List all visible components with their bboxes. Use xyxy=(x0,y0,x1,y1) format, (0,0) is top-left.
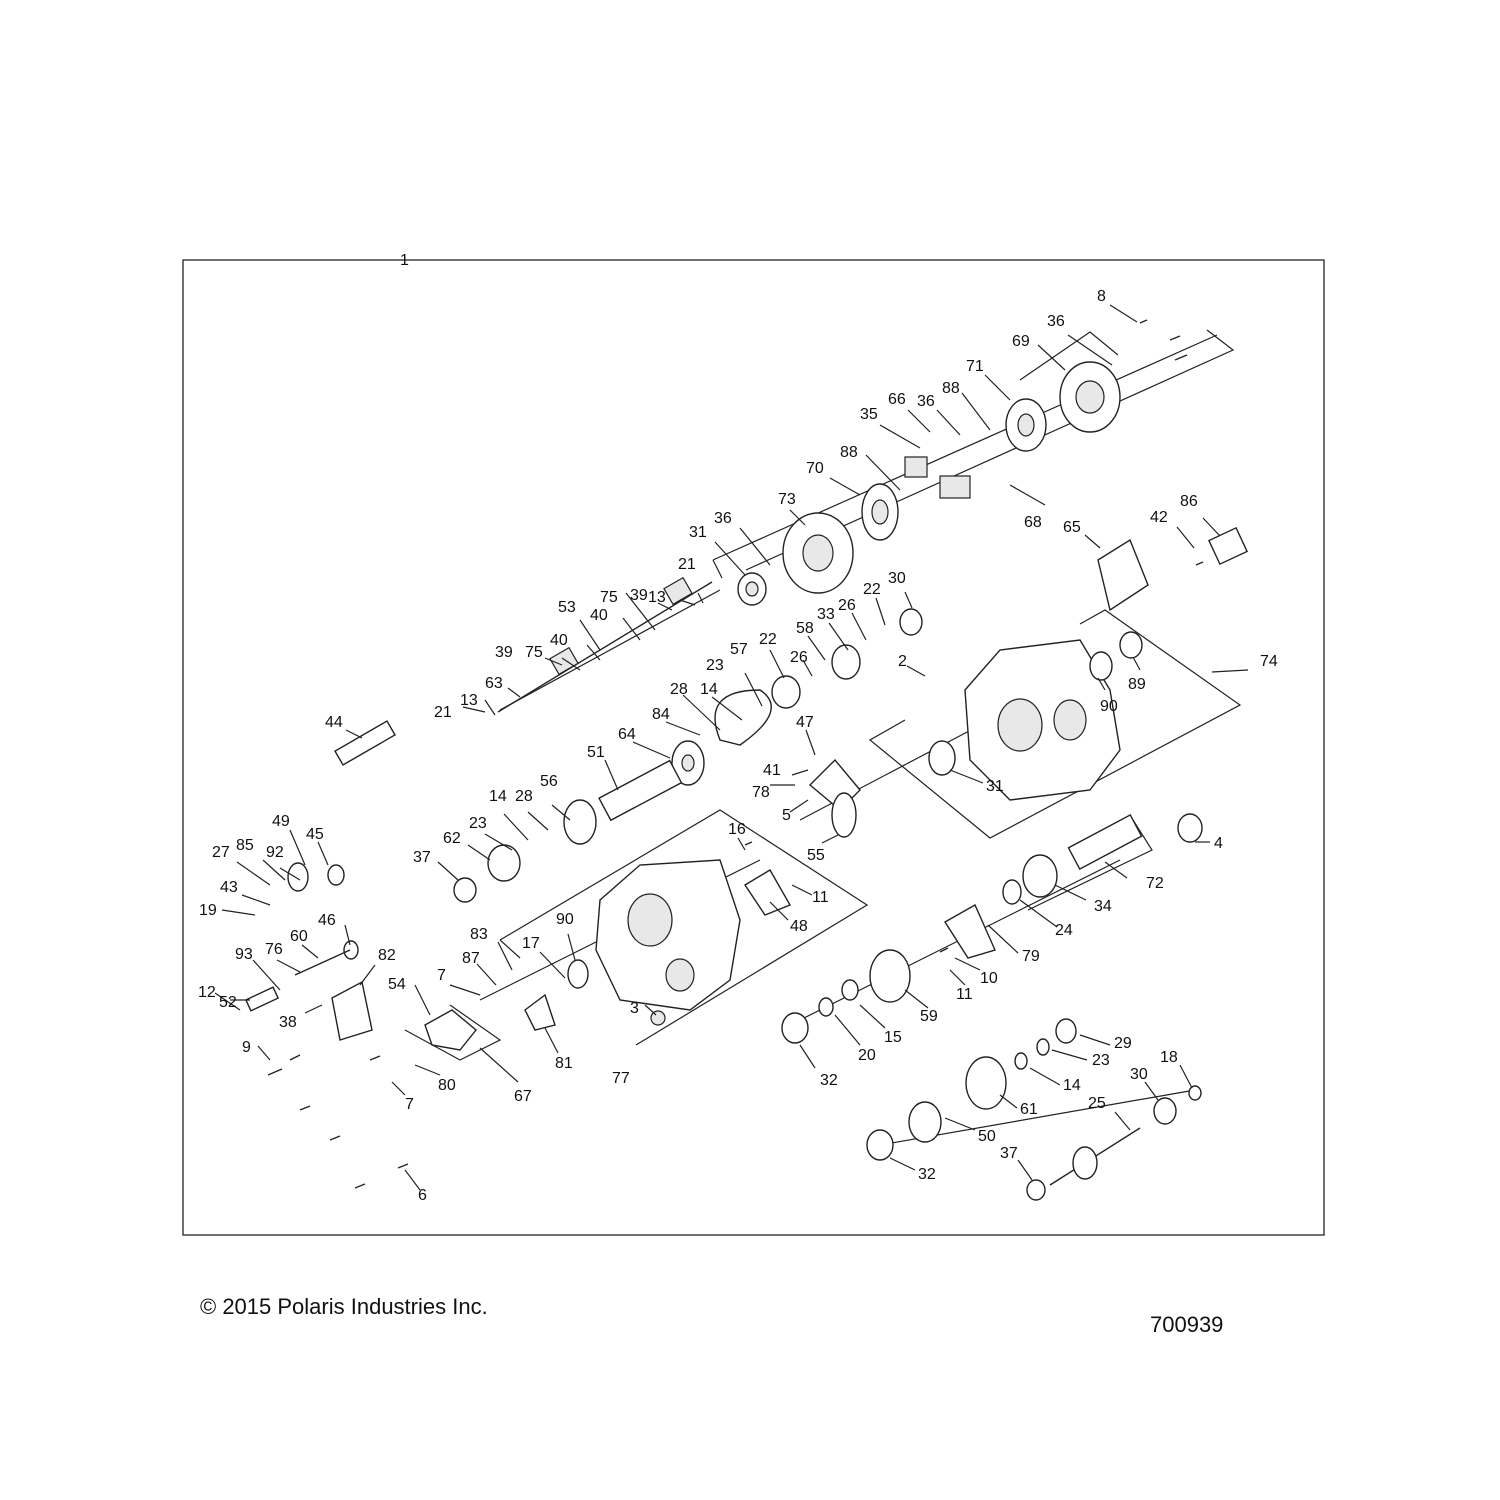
callout-62: 62 xyxy=(443,830,461,847)
callout-13-right: 13 xyxy=(648,589,666,606)
callout-11-lower: 11 xyxy=(956,986,973,1003)
gear-49 xyxy=(288,863,308,891)
callout-24: 24 xyxy=(1055,922,1073,939)
callout-37-lower: 37 xyxy=(1000,1145,1018,1162)
callout-16: 16 xyxy=(728,821,746,838)
chain-84 xyxy=(715,690,771,745)
ring-14-lower xyxy=(1015,1053,1027,1069)
callout-25: 25 xyxy=(1088,1095,1106,1112)
callout-75-left: 75 xyxy=(525,644,543,661)
callout-8: 8 xyxy=(1097,288,1106,305)
callout-33: 33 xyxy=(817,606,835,623)
callout-39-left: 39 xyxy=(495,644,513,661)
bearing-32-lower xyxy=(867,1130,893,1160)
callout-55: 55 xyxy=(807,847,825,864)
gear-73 xyxy=(783,513,853,593)
seal-4 xyxy=(1178,814,1202,842)
callout-18: 18 xyxy=(1160,1049,1178,1066)
callout-26-mid: 26 xyxy=(790,649,808,666)
gear-50 xyxy=(909,1102,941,1142)
callout-52: 52 xyxy=(219,994,237,1011)
shaft-60 xyxy=(295,950,350,975)
callout-23-mid: 23 xyxy=(706,657,724,674)
bearing-29 xyxy=(1056,1019,1076,1043)
callout-44: 44 xyxy=(325,714,343,731)
gear-71 xyxy=(1006,399,1046,451)
callout-49: 49 xyxy=(272,813,290,830)
callout-22-mid: 22 xyxy=(759,631,777,648)
callout-30-lower: 30 xyxy=(1130,1066,1148,1083)
callout-67: 67 xyxy=(514,1088,532,1105)
callout-63: 63 xyxy=(485,675,503,692)
callout-5: 5 xyxy=(782,807,791,824)
callout-12: 12 xyxy=(198,984,216,1001)
bearing-89 xyxy=(1120,632,1142,658)
seal-90-left xyxy=(568,960,588,988)
copyright-text: © 2015 Polaris Industries Inc. xyxy=(200,1294,488,1319)
callout-17: 17 xyxy=(522,935,540,952)
bracket-82 xyxy=(332,982,372,1040)
callout-84: 84 xyxy=(652,706,670,723)
callout-71: 71 xyxy=(966,358,984,375)
pump-67 xyxy=(425,1010,476,1050)
callout-51: 51 xyxy=(587,744,605,761)
callout-36-low: 36 xyxy=(714,510,732,527)
callout-65: 65 xyxy=(1063,519,1081,536)
callout-53: 53 xyxy=(558,599,576,616)
callout-81: 81 xyxy=(555,1055,573,1072)
callout-20: 20 xyxy=(858,1047,876,1064)
gear-46 xyxy=(344,941,358,959)
callout-15: 15 xyxy=(884,1029,902,1046)
callout-23-left: 23 xyxy=(469,815,487,832)
callout-56: 56 xyxy=(540,773,558,790)
callout-60: 60 xyxy=(290,928,308,945)
gear-61 xyxy=(966,1057,1006,1109)
actuator-86 xyxy=(1209,528,1247,564)
callout-2: 2 xyxy=(898,653,907,670)
callout-69: 69 xyxy=(1012,333,1030,350)
assembly-label: 1 xyxy=(400,252,409,269)
bearing-30-lower xyxy=(1154,1098,1176,1124)
callout-61: 61 xyxy=(1020,1101,1038,1118)
callout-79: 79 xyxy=(1022,948,1040,965)
callout-36-top: 36 xyxy=(1047,313,1065,330)
seal-90-right xyxy=(1090,652,1112,680)
ring-55 xyxy=(832,793,856,837)
callout-77: 77 xyxy=(612,1070,630,1087)
bracket-52 xyxy=(246,987,278,1011)
callout-43: 43 xyxy=(220,879,238,896)
hub-62 xyxy=(488,845,520,881)
callout-57: 57 xyxy=(730,641,748,658)
case-half-77 xyxy=(596,860,740,1010)
bracket-65 xyxy=(1098,540,1148,610)
shaft-25 xyxy=(1050,1128,1140,1185)
callout-92: 92 xyxy=(266,844,284,861)
callout-28-mid: 28 xyxy=(670,681,688,698)
callout-45: 45 xyxy=(306,826,324,843)
callout-47: 47 xyxy=(796,714,814,731)
callout-31-mid: 31 xyxy=(986,778,1004,795)
callout-28-left: 28 xyxy=(515,788,533,805)
callout-85: 85 xyxy=(236,837,254,854)
callout-82: 82 xyxy=(378,947,396,964)
bearing-37-left xyxy=(454,878,476,902)
callout-90-left: 90 xyxy=(556,911,574,928)
callout-7-upper: 7 xyxy=(437,967,446,984)
bearing-30-mid xyxy=(900,609,922,635)
callout-32-upper: 32 xyxy=(820,1072,838,1089)
ring-15 xyxy=(842,980,858,1000)
callout-30-mid: 30 xyxy=(888,570,906,587)
callout-27: 27 xyxy=(212,844,230,861)
callout-72: 72 xyxy=(1146,875,1164,892)
callout-54: 54 xyxy=(388,976,406,993)
bearing-31-top xyxy=(738,573,766,605)
callout-78: 78 xyxy=(752,784,770,801)
gear-58 xyxy=(832,645,860,679)
callout-10: 10 xyxy=(980,970,998,987)
callout-31-top: 31 xyxy=(689,524,707,541)
callout-42: 42 xyxy=(1150,509,1168,526)
cover-69 xyxy=(1060,362,1120,432)
ring-24 xyxy=(1003,880,1021,904)
bracket-81 xyxy=(525,995,555,1030)
callout-59: 59 xyxy=(920,1008,938,1025)
gear-59 xyxy=(870,950,910,1002)
callout-3: 3 xyxy=(630,1000,639,1017)
callout-4: 4 xyxy=(1214,835,1223,852)
callout-23-lower: 23 xyxy=(1092,1052,1110,1069)
callout-50: 50 xyxy=(978,1128,996,1145)
callout-40-left: 40 xyxy=(550,632,568,649)
callout-14-mid: 14 xyxy=(700,681,718,698)
callout-21-left: 21 xyxy=(434,704,452,721)
gear-57 xyxy=(772,676,800,708)
gasket-48 xyxy=(745,870,790,915)
callout-38: 38 xyxy=(279,1014,297,1031)
bearing-34 xyxy=(1023,855,1057,897)
bearing-32-upper xyxy=(782,1013,808,1043)
spider-gears-66 xyxy=(905,457,970,498)
callout-39-right: 39 xyxy=(630,587,648,604)
callout-7-lower: 7 xyxy=(405,1096,414,1113)
callout-75-right: 75 xyxy=(600,589,618,606)
callout-86: 86 xyxy=(1180,493,1198,510)
shaft-44 xyxy=(335,721,395,765)
callout-66: 66 xyxy=(888,391,906,408)
callout-41: 41 xyxy=(763,762,781,779)
callout-80: 80 xyxy=(438,1077,456,1094)
callout-13-left: 13 xyxy=(460,692,478,709)
callout-90-right: 90 xyxy=(1100,698,1118,715)
bearing-37-lower xyxy=(1027,1180,1045,1200)
callout-87: 87 xyxy=(462,950,480,967)
shaft-51 xyxy=(599,761,681,821)
callout-58: 58 xyxy=(796,620,814,637)
callout-37-left: 37 xyxy=(413,849,431,866)
gear-56 xyxy=(564,800,596,844)
callout-89: 89 xyxy=(1128,676,1146,693)
callout-88-top: 88 xyxy=(942,380,960,397)
gasket-79 xyxy=(945,905,995,958)
callout-14-lower: 14 xyxy=(1063,1077,1081,1094)
callout-19: 19 xyxy=(199,902,217,919)
callout-9: 9 xyxy=(242,1039,251,1056)
callout-48: 48 xyxy=(790,918,808,935)
ring-23-lower xyxy=(1037,1039,1049,1055)
callout-40-right: 40 xyxy=(590,607,608,624)
callout-68: 68 xyxy=(1024,514,1042,531)
gear-70 xyxy=(862,484,898,540)
callout-36-mid: 36 xyxy=(917,393,935,410)
callout-70: 70 xyxy=(806,460,824,477)
callout-93: 93 xyxy=(235,946,253,963)
gear-45 xyxy=(328,865,344,885)
callout-21-right: 21 xyxy=(678,556,696,573)
callout-11-upper: 11 xyxy=(812,889,829,906)
callout-26-right: 26 xyxy=(838,597,856,614)
callout-14-left: 14 xyxy=(489,788,507,805)
callout-32-lower: 32 xyxy=(918,1166,936,1183)
callout-35: 35 xyxy=(860,406,878,423)
callout-29: 29 xyxy=(1114,1035,1132,1052)
callout-74: 74 xyxy=(1260,653,1278,670)
callout-73: 73 xyxy=(778,491,796,508)
callout-83: 83 xyxy=(470,926,488,943)
callout-88-low: 88 xyxy=(840,444,858,461)
callout-64: 64 xyxy=(618,726,636,743)
ring-20 xyxy=(819,998,833,1016)
callout-6: 6 xyxy=(418,1187,427,1204)
drawing-number: 700939 xyxy=(1150,1312,1224,1337)
ring-18 xyxy=(1189,1086,1201,1100)
callout-46: 46 xyxy=(318,912,336,929)
callout-34: 34 xyxy=(1094,898,1112,915)
callout-76: 76 xyxy=(265,941,283,958)
callout-22-right: 22 xyxy=(863,581,881,598)
